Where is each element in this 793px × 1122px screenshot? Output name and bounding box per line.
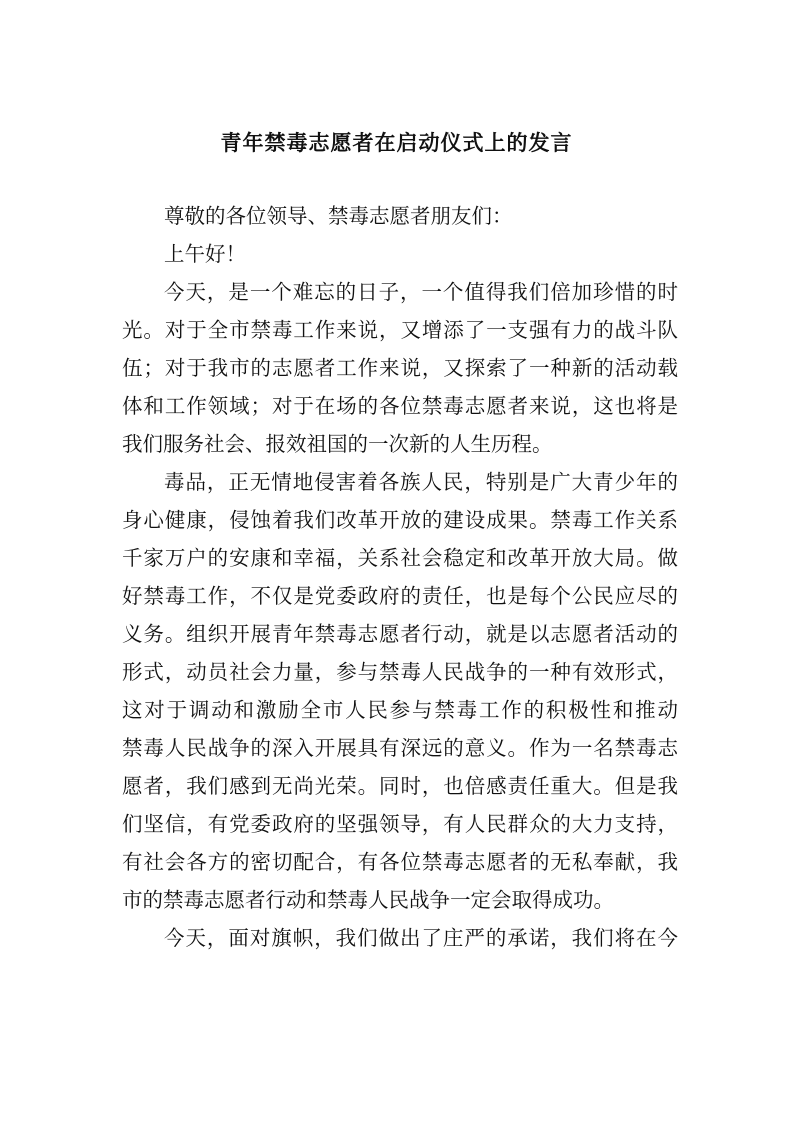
text-line: 毒品，正无情地侵害着各族人民，特别是广大青少年的 xyxy=(164,470,678,494)
document-body xyxy=(122,197,678,957)
text-line: 今天，面对旗帜，我们做出了庄严的承诺，我们将在今 xyxy=(164,926,678,950)
text-line: 形式，动员社会力量，参与禁毒人民战争的一种有效形式， xyxy=(122,660,678,684)
paragraph-salutation xyxy=(122,197,678,235)
text-line: 千家万户的安康和幸福，关系社会稳定和改革开放大局。做 xyxy=(122,546,678,570)
text-line: 伍；对于我市的志愿者工作来说，又探索了一种新的活动载 xyxy=(122,356,678,380)
text-line: 今天，是一个难忘的日子，一个值得我们倍加珍惜的时 xyxy=(164,280,678,304)
text-line: 有社会各方的密切配合，有各位禁毒志愿者的无私奉献，我 xyxy=(122,850,678,874)
document-title: 青年禁毒志愿者在启动仪式上的发言 xyxy=(220,130,573,155)
text-line: 禁毒人民战争的深入开展具有深远的意义。作为一名禁毒志 xyxy=(122,736,678,760)
text-line: 体和工作领域；对于在场的各位禁毒志愿者来说，这也将是 xyxy=(122,394,678,418)
text-line: 我们服务社会、报效祖国的一次新的人生历程。 xyxy=(122,432,553,456)
paragraph-drug-harm xyxy=(122,463,678,919)
text-line: 愿者，我们感到无尚光荣。同时，也倍感责任重大。但是我 xyxy=(122,774,678,798)
text-line: 好禁毒工作，不仅是党委政府的责任，也是每个公民应尽的 xyxy=(122,584,678,608)
text-line: 上午好！ xyxy=(164,242,246,266)
text-line: 光。对于全市禁毒工作来说，又增添了一支强有力的战斗队 xyxy=(122,318,678,342)
text-line: 市的禁毒志愿者行动和禁毒人民战争一定会取得成功。 xyxy=(122,888,614,912)
paragraph-greeting xyxy=(122,235,678,273)
text-line: 义务。组织开展青年禁毒志愿者行动，就是以志愿者活动的 xyxy=(122,622,678,646)
text-line: 这对于调动和激励全市人民参与禁毒工作的积极性和推动 xyxy=(122,698,678,722)
paragraph-promise xyxy=(122,919,678,957)
paragraph-opening xyxy=(122,273,678,463)
text-line: 们坚信，有党委政府的坚强领导，有人民群众的大力支持， xyxy=(122,812,678,836)
text-line: 尊敬的各位领导、禁毒志愿者朋友们： xyxy=(164,204,513,228)
text-line: 身心健康，侵蚀着我们改革开放的建设成果。禁毒工作关系 xyxy=(122,508,678,532)
